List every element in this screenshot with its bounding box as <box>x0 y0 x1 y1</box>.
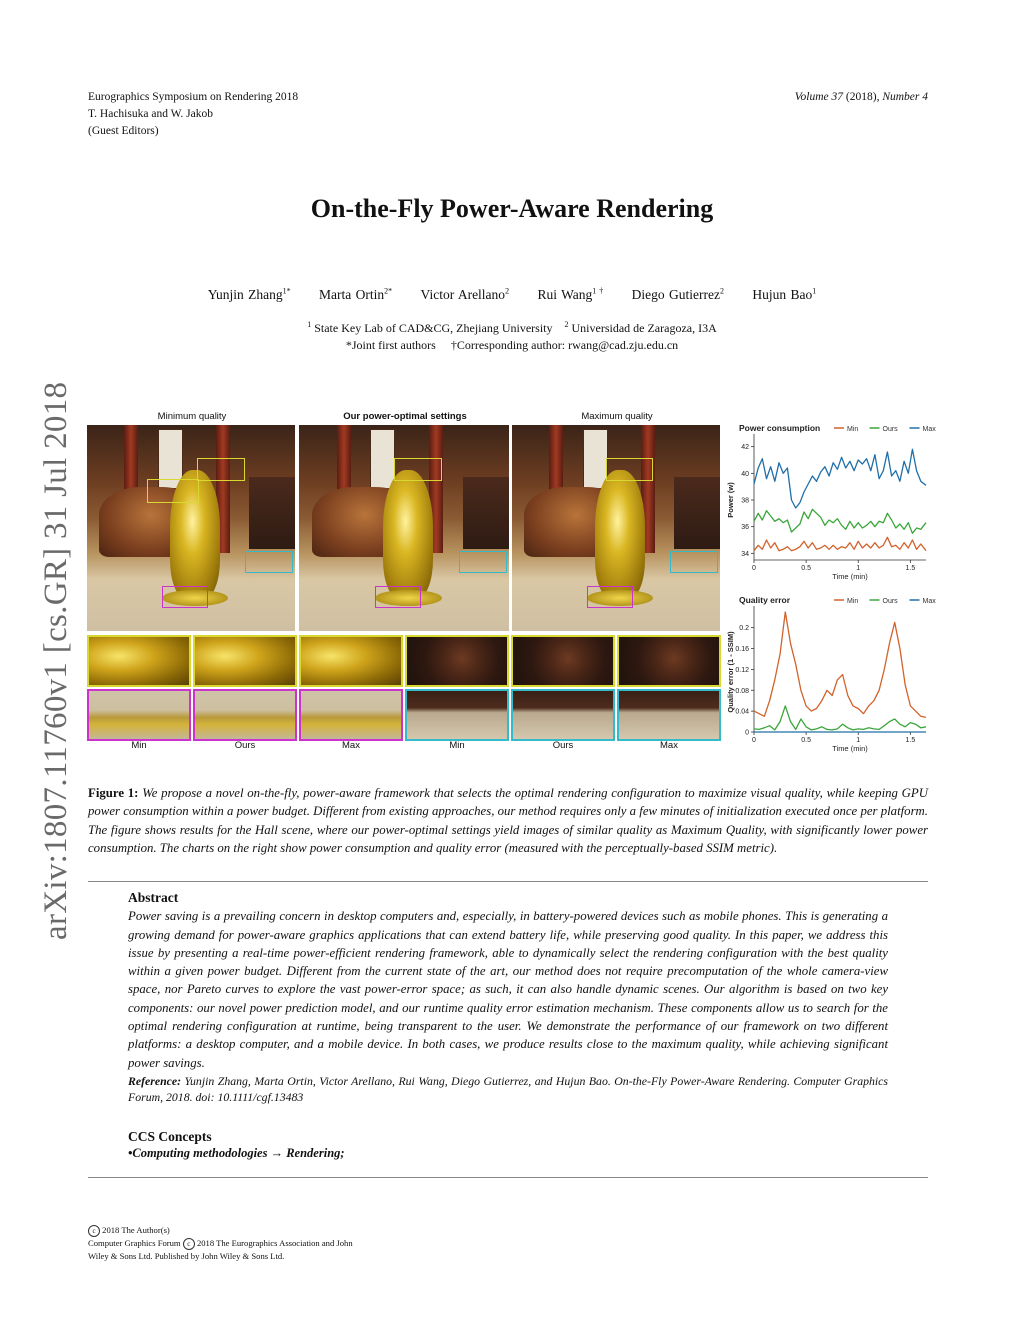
footer-line-2: Computer Graphics Forum c 2018 The Eurographics Association and John <box>88 1238 353 1248</box>
arxiv-stamp: arXiv:1807.11760v1 [cs.GR] 31 Jul 2018 <box>38 381 74 940</box>
author: Hujun Bao$^1$ <box>752 286 817 302</box>
x-tick-label: 1 <box>856 565 861 572</box>
series-line-ours <box>754 509 926 533</box>
col-label-min: Minimum quality <box>157 411 227 422</box>
y-tick-label: 40 <box>741 470 749 478</box>
abstract <box>128 889 888 1106</box>
volume: Volume 37 <box>794 91 844 103</box>
crop-window-max <box>617 635 721 687</box>
crop-label: Max <box>342 740 360 751</box>
affiliations: $^1$ State Key Lab of CAD&CG, Zhejiang University $^2$ Universidad de Zaragoza, I3A <box>307 320 717 335</box>
y-tick-label: 42 <box>741 444 749 452</box>
guest-editors: (Guest Editors) <box>88 125 159 137</box>
render-ours <box>299 425 509 631</box>
crop-floor-min <box>405 689 509 741</box>
copyright-icon: c <box>183 1238 195 1250</box>
crop-statue-ours <box>193 635 297 687</box>
reference: Reference: Yunjin Zhang, Marta Ortin, Victor Arellano, Rui Wang, Diego Gutierrez, and Hujun Bao. On-the-Fly Power-Aware Rendering. Computer Graphics Forum, 2018. doi: 10.1111/cgf.13483 <box>128 1073 888 1105</box>
ccs-item: •Computing methodologies → Rendering; <box>128 1146 345 1160</box>
author: Diego Gutierrez$^2$ <box>631 286 724 302</box>
abstract-body: Power saving is a prevailing concern in desktop computers and, especially, in battery-powered devices such as mobile phones. This is generating a growing demand for power-aware graphics applications that can extend battery life, while preserving good quality. In this paper, we address this issue by presenting a real-time power-efficient rendering framework, able to dynamically select the rendering configuration with the best quality within a given power budget. Different from the current state of the art, our method does not require precomputation of the whole camera-view space, nor Pareto curves to explore the vast power-error space; as such, it can also handle dynamic scenes. Our algorithm is based on two key components: our novel power prediction model, and our runtime quality error estimation mechanism. These components allow us to search for the optimal rendering configuration at runtime, being transparent to the user. We demonstrate the performance of our framework on two different platforms: a desktop computer, and a mobile device. In both cases, we produce results close to the maximum quality, while achieving significant power savings. <box>128 909 888 1070</box>
legend-label: Ours <box>882 598 898 605</box>
author: Yunjin Zhang$^{1*}$ <box>207 286 291 302</box>
legend-label: Max <box>922 426 936 433</box>
affiliation-2: Universidad de Zaragoza, I3A <box>571 321 717 335</box>
render-max <box>512 425 720 631</box>
y-tick-label: 36 <box>741 524 749 532</box>
col-label-ours: Our power-optimal settings <box>343 411 467 422</box>
author: Marta Ortin$^{2*}$ <box>319 286 393 302</box>
y-tick-label: 0.16 <box>735 646 749 654</box>
crop-window-min <box>405 635 509 687</box>
y-tick-label: 0.08 <box>735 687 749 695</box>
chart-title: Power consumption <box>739 423 821 433</box>
affiliation-1: State Key Lab of CAD&CG, Zhejiang University <box>314 321 553 335</box>
venue: Eurographics Symposium on Rendering 2018 <box>88 91 299 103</box>
crop-floor-max <box>617 689 721 741</box>
y-tick-label: 38 <box>741 497 749 505</box>
crop-label: Min <box>131 740 147 751</box>
volume-year: (2018) <box>845 91 877 103</box>
render-min <box>87 425 295 631</box>
legend-label: Min <box>847 426 859 433</box>
divider <box>88 881 928 882</box>
x-tick-label: 1.5 <box>905 565 916 572</box>
ccs-heading: CCS Concepts <box>128 1129 212 1144</box>
y-axis-label: Quality error (1 - SSIM) <box>726 631 735 713</box>
copyright-icon: c <box>88 1225 100 1237</box>
copyright-footer <box>88 1224 353 1263</box>
crop-statue-max <box>299 635 403 687</box>
series-line-ours <box>754 706 926 730</box>
series-line-min <box>754 537 926 550</box>
volume-info <box>795 89 928 106</box>
power-chart <box>724 418 934 583</box>
y-tick-label: 0.2 <box>739 625 749 633</box>
author-list <box>0 286 1024 303</box>
divider <box>88 1177 928 1178</box>
x-tick-label: 0 <box>752 565 756 572</box>
footer-line-3: Wiley & Sons Ltd. Published by John Wiley & Sons Ltd. <box>88 1251 285 1261</box>
series-line-max <box>754 449 926 508</box>
crop-window-ours <box>511 635 615 687</box>
x-tick-label: 0 <box>752 737 756 744</box>
crop-label: Max <box>660 740 678 751</box>
x-tick-label: 1 <box>856 737 861 744</box>
y-tick-label: 0 <box>745 729 749 737</box>
y-axis-label: Power (w) <box>726 482 735 518</box>
series-line-min <box>754 612 926 717</box>
x-axis-label: Time (min) <box>832 572 868 581</box>
author: Rui Wang$^{1 \dagger}$ <box>537 286 604 302</box>
legend-label: Max <box>922 598 936 605</box>
legend-label: Min <box>847 598 859 605</box>
x-tick-label: 0.5 <box>801 565 811 572</box>
crop-statue-min <box>87 635 191 687</box>
caption-label: Figure 1: <box>88 786 139 800</box>
x-axis-label: Time (min) <box>832 744 868 753</box>
col-label-max: Maximum quality <box>581 411 653 422</box>
paper-title: On-the-Fly Power-Aware Rendering <box>310 194 714 223</box>
volume-number: , Number 4 <box>876 91 928 103</box>
chart-title: Quality error <box>739 595 791 605</box>
caption-text: We propose a novel on-the-fly, power-aware framework that selects the optimal rendering configuration to maximize visual quality, while keeping GPU power consumption within a power budget. Different from existing approaches, our method requires only a few minutes of initialization executed once per platform. The figure shows results for the Hall scene, where our power-optimal settings yield images of similar quality as Maximum Quality, with significantly lower power consumption. The charts on the right show power consumption and quality error (measured with the perceptually-based SSIM metric). <box>88 786 928 855</box>
footer-line-1: c 2018 The Author(s) <box>88 1224 353 1237</box>
crop-label: Ours <box>552 740 574 751</box>
author-notes: *Joint first authors †Corresponding author: rwang@cad.zju.edu.cn <box>345 338 679 352</box>
y-tick-label: 0.04 <box>735 708 749 716</box>
crop-base-max <box>299 689 403 741</box>
abstract-heading: Abstract <box>128 890 179 905</box>
x-tick-label: 0.5 <box>801 737 811 744</box>
crop-label: Min <box>449 740 465 751</box>
crop-floor-ours <box>511 689 615 741</box>
author: Victor Arellano$^2$ <box>420 286 510 302</box>
x-tick-label: 1.5 <box>905 737 916 744</box>
legend-label: Ours <box>882 426 898 433</box>
venue-header <box>88 89 298 140</box>
quality-chart <box>724 590 934 755</box>
figure-caption <box>88 784 928 857</box>
editors: T. Hachisuka and W. Jakob <box>88 108 213 120</box>
crop-label: Ours <box>234 740 256 751</box>
crop-base-min <box>87 689 191 741</box>
ccs-concepts <box>128 1129 888 1161</box>
y-tick-label: 34 <box>741 550 749 558</box>
crop-base-ours <box>193 689 297 741</box>
y-tick-label: 0.12 <box>735 666 749 674</box>
